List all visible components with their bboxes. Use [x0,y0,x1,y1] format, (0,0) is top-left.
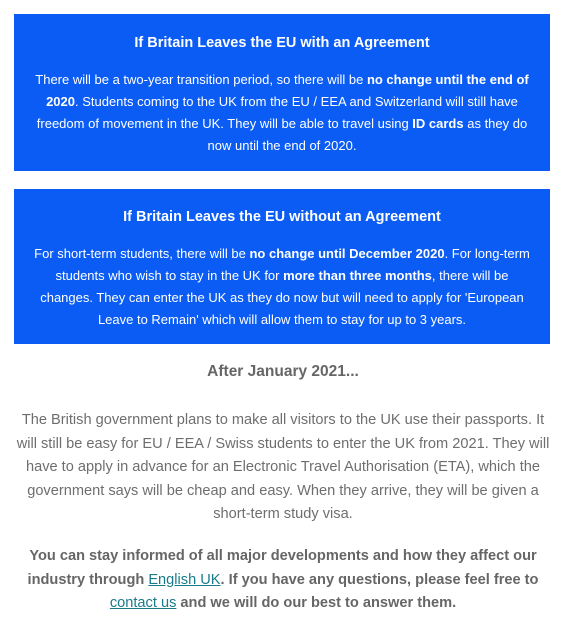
no-agreement-text-2: . For long-term students who wish to stay in the UK for [55,246,530,283]
no-agreement-text-3: , there will be changes. They can enter the UK as they do now but will need to apply for 'European Leave to Remain' which will allow them to stay for up to 3 years. [40,268,524,327]
no-agreement-bold-1: no change until December 2020 [249,246,445,261]
agreement-text-1: There will be a two-year transition period, so there will be [35,72,367,87]
closing-paragraph [10,545,556,616]
no-agreement-info-box [14,189,550,344]
agreement-body [28,69,536,157]
agreement-info-box [14,14,550,171]
closing-text-2: . If you have any questions, please feel free to [220,571,539,588]
agreement-text-3: as they do now until the end of 2020. [207,116,528,153]
contact-us-link[interactable]: contact us [109,595,177,611]
after-2021-body: The British government plans to make all visitors to the UK use their passports. It will still be easy for EU / EEA / Swiss students to enter the UK from 2021. They will have to apply in advance for an Electronic Travel Authorisation (ETA), which the government says will be cheap and easy. When they arrive, they will be given a short-term study visa. [16,412,550,522]
agreement-bold-1: no change until the end of 2020 [46,72,529,109]
closing-text-1: You can stay informed of all major developments and how they affect our industry through [27,548,537,588]
closing-text-3: and we will do our best to answer them. [176,595,457,611]
no-agreement-text-1: For short-term students, there will be [34,246,250,261]
no-agreement-bold-2: more than three months [283,268,432,283]
no-agreement-body [28,243,536,331]
no-agreement-title: If Britain Leaves the EU without an Agreement [123,209,441,225]
agreement-bold-2: ID cards [412,116,464,131]
english-uk-link[interactable]: English UK [148,571,221,588]
agreement-text-2: . Students coming to the UK from the EU / EEA and Switzerland will still have freedom of movement in the UK. They will be able to travel using [36,94,518,131]
after-2021-heading: After January 2021... [207,363,359,380]
agreement-title: If Britain Leaves the EU with an Agreement [134,35,430,51]
